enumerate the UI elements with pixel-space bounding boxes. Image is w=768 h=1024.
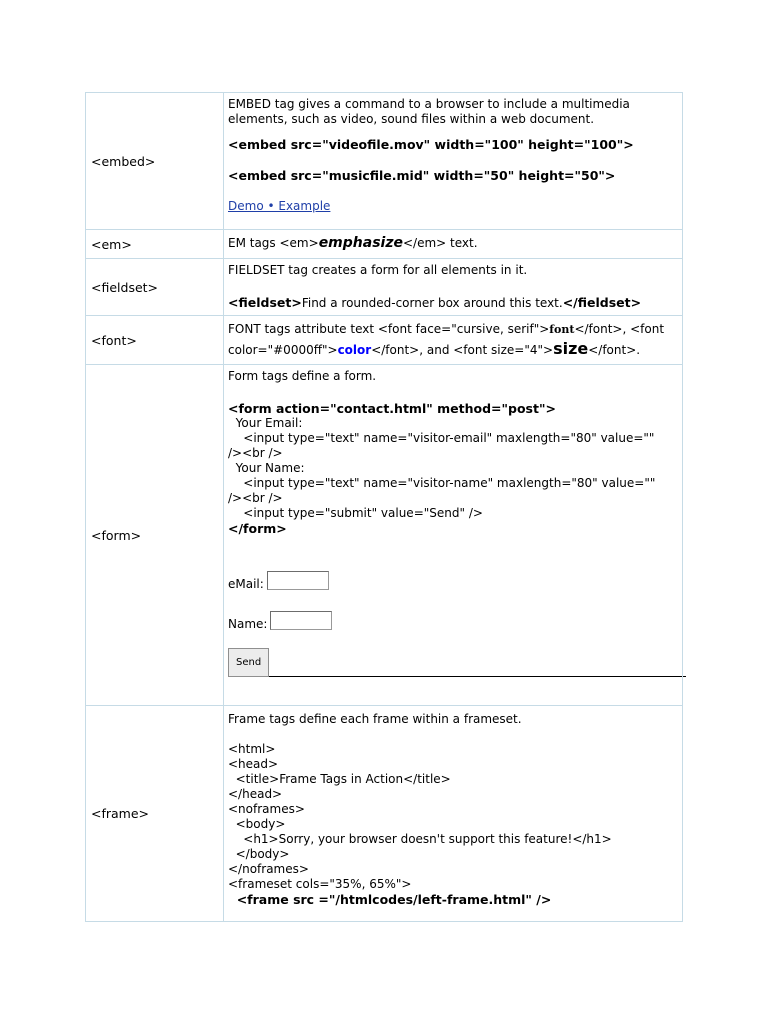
table-row — [86, 230, 683, 259]
font-text-1: FONT tags attribute text <font face="cursive, serif"> — [228, 322, 550, 336]
name-field[interactable] — [270, 611, 332, 630]
frame-code-last-line: <frame src ="/htmlcodes/left-frame.html" /> — [228, 892, 552, 907]
demo-form — [228, 566, 680, 677]
frame-code-body: <html> <head> <title>Frame Tags in Action</title> </head> <noframes> <body> <h1>Sorry, your browser doesn't support this feature!</h1> </body> </noframes> <frameset cols="35%, 65%"> — [228, 742, 612, 891]
fieldset-open-tag: <fieldset> — [228, 295, 302, 310]
html-tag-reference-table — [85, 92, 683, 922]
fieldset-example — [228, 295, 680, 311]
fieldset-description: FIELDSET tag creates a form for all elements in it. — [228, 263, 528, 277]
name-row — [228, 592, 680, 632]
demo-example-link[interactable]: Demo • Example — [228, 199, 331, 213]
font-size-word: size — [553, 339, 589, 358]
description-cell — [224, 365, 683, 706]
fieldset-text: Find a rounded-corner box around this text. — [301, 296, 563, 310]
send-button[interactable]: Send — [228, 648, 269, 677]
description-cell — [224, 93, 683, 230]
font-text-3: </font>, and <font size="4"> — [371, 343, 554, 357]
tag-name-cell: <form> — [86, 365, 224, 706]
form-divider — [228, 676, 686, 677]
em-text-before: EM tags <em> — [228, 235, 319, 250]
email-label: eMail: — [228, 577, 264, 591]
font-text-2: </font>, <font color="#0000ff"> — [228, 322, 665, 357]
description-cell — [224, 316, 683, 365]
table-row — [86, 316, 683, 365]
table-row — [86, 706, 683, 922]
frame-description: Frame tags define each frame within a frameset. — [228, 712, 522, 726]
table-row — [86, 259, 683, 316]
table-row — [86, 365, 683, 706]
form-close-tag: </form> — [228, 521, 287, 536]
table-row — [86, 93, 683, 230]
description-cell — [224, 259, 683, 316]
tag-name-cell: <fieldset> — [86, 259, 224, 316]
embed-code-music: <embed src="musicfile.mid" width="50" height="50"> — [228, 168, 616, 183]
name-label: Name: — [228, 617, 268, 631]
form-open-tag: <form action="contact.html" method="post"> — [228, 401, 556, 416]
embed-code-video: <embed src="videofile.mov" width="100" height="100"> — [228, 137, 634, 152]
font-color-word: color — [337, 343, 372, 357]
tag-name-cell: <frame> — [86, 706, 224, 922]
embed-description: EMBED tag gives a command to a browser to include a multimedia elements, such as video, sound files within a web document. — [228, 97, 630, 126]
tag-name-cell: <em> — [86, 230, 224, 259]
tag-name-cell: <font> — [86, 316, 224, 365]
email-row — [228, 566, 680, 592]
description-cell — [224, 706, 683, 922]
tag-name-cell: <embed> — [86, 93, 224, 230]
font-text-4: </font>. — [588, 343, 641, 357]
email-field[interactable] — [267, 571, 329, 590]
em-text-after: </em> text. — [402, 235, 478, 250]
description-cell — [224, 230, 683, 259]
form-code-body: Your Email: <input type="text" name="visitor-email" maxlength="80" value="" /><br /> Your Name: <input type="text" name="visitor-name" maxlength="80" value="" /><br /> <input type="submit" value="Send" /> — [228, 416, 656, 520]
fieldset-close-tag: </fieldset> — [562, 295, 642, 310]
em-emphasized-word: emphasize — [318, 234, 403, 251]
form-description: Form tags define a form. — [228, 369, 377, 383]
font-serif-word: font — [549, 323, 575, 336]
